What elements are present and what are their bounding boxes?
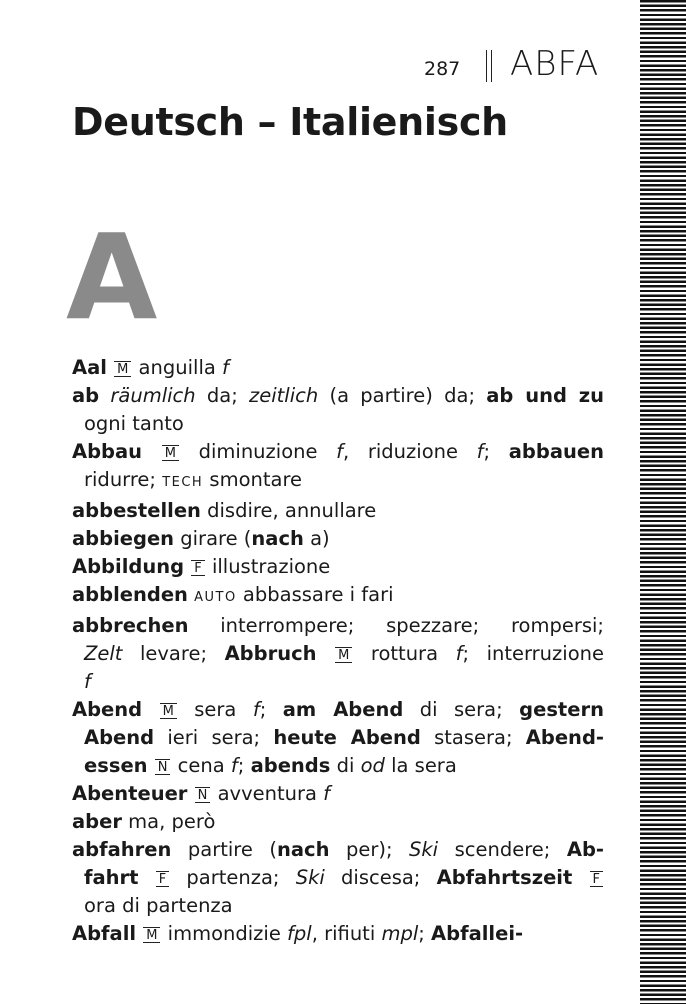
italic-label: f [230, 754, 238, 777]
italic-label: f [336, 440, 344, 463]
translation-text: smontare [203, 468, 303, 491]
translation-text: disdire, annullare [200, 499, 377, 522]
translation-text: , riduzione [343, 440, 477, 463]
headword: am Abend [282, 698, 404, 721]
translation-text: ; interruzione [462, 642, 604, 665]
translation-text [136, 922, 142, 945]
entry-line [72, 581, 604, 612]
headword: ab und zu [486, 384, 605, 407]
headword: essen [84, 754, 148, 777]
page-title: Deutsch – Italienisch [72, 100, 508, 144]
translation-text: per); [329, 838, 410, 861]
entry-line [72, 724, 604, 752]
entry-line [72, 612, 604, 640]
translation-text: anguilla [132, 356, 223, 379]
entry-line [72, 354, 604, 382]
gender-marker: N [155, 759, 171, 775]
headword: Aal [72, 356, 107, 379]
italic-label: f [476, 440, 484, 463]
italic-label: Ski [409, 838, 439, 861]
translation-text: ora di partenza [84, 894, 233, 917]
dictionary-entry [72, 836, 604, 920]
italic-label: räumlich [110, 384, 196, 407]
entry-line [72, 466, 604, 497]
entry-line [72, 696, 604, 724]
italic-label: zeitlich [249, 384, 319, 407]
headword: Abfallei- [431, 922, 524, 945]
headword: abfahren [72, 838, 172, 861]
dictionary-entry [72, 438, 604, 497]
dictionary-entry [72, 612, 604, 696]
dictionary-entry [72, 354, 604, 382]
entry-line [72, 836, 604, 864]
dictionary-entry [72, 696, 604, 780]
headword: Abbruch [224, 642, 317, 665]
translation-text: di sera; [403, 698, 520, 721]
domain-label: TECH [162, 475, 204, 490]
italic-label: f [323, 782, 331, 805]
entry-line [72, 920, 604, 948]
italic-label: mpl [381, 922, 419, 945]
translation-text: ieri sera; [154, 726, 274, 749]
thumb-index-stripes [640, 0, 686, 1004]
translation-text: ogni tanto [84, 412, 184, 435]
dictionary-entry [72, 808, 604, 836]
translation-text: cena [171, 754, 231, 777]
italic-label: od [360, 754, 385, 777]
translation-text: partenza; [170, 866, 296, 889]
translation-text: ridurre; [84, 468, 163, 491]
italic-label: fpl [287, 922, 312, 945]
double-bar-divider [486, 50, 492, 82]
translation-text [142, 440, 161, 463]
translation-text: discesa; [324, 866, 437, 889]
dictionary-entry [72, 581, 604, 612]
entry-line [72, 640, 604, 668]
headword: abends [250, 754, 331, 777]
gender-marker: F [156, 871, 169, 887]
gender-marker: M [162, 445, 179, 461]
translation-text [187, 782, 193, 805]
translation-text: interrompere; spezzare; rompersi; [188, 614, 604, 637]
gender-marker: M [114, 361, 131, 377]
dictionary-entry [72, 780, 604, 808]
dictionary-entry [72, 920, 604, 948]
translation-text [107, 356, 113, 379]
headword: Abfall [72, 922, 137, 945]
entry-line [72, 382, 604, 410]
headword: abbrechen [72, 614, 189, 637]
italic-label: Zelt [84, 642, 123, 665]
translation-text: ; [259, 698, 283, 721]
translation-text: rottura [353, 642, 456, 665]
entry-line [72, 668, 604, 696]
headword: heute Abend [273, 726, 421, 749]
translation-text: , rifiuti [311, 922, 382, 945]
translation-text: stasera; [420, 726, 526, 749]
translation-text: immondizie [161, 922, 288, 945]
headword: gestern [519, 698, 604, 721]
entry-line [72, 553, 604, 581]
headword: Abbau [72, 440, 143, 463]
translation-text [184, 555, 190, 578]
headword: Abend- [525, 726, 604, 749]
running-head: ABFA [510, 44, 600, 84]
translation-text: ; [418, 922, 432, 945]
italic-label: Ski [295, 866, 325, 889]
translation-text: illustrazione [205, 555, 331, 578]
translation-text [142, 698, 158, 721]
translation-text: abbassare i fari [236, 583, 394, 606]
domain-label: AUTO [194, 590, 237, 605]
translation-text: sera [177, 698, 253, 721]
headword: Abenteuer [72, 782, 188, 805]
headword: Ab- [566, 838, 605, 861]
translation-text: ; [483, 440, 509, 463]
page-number: 287 [424, 58, 461, 80]
translation-text: girare ( [174, 527, 252, 550]
translation-text: la sera [384, 754, 457, 777]
headword: abbiegen [72, 527, 175, 550]
entry-line [72, 752, 604, 780]
translation-text: ma, però [121, 810, 216, 833]
italic-label: f [455, 642, 463, 665]
gender-marker: F [590, 871, 603, 887]
entry-line [72, 525, 604, 553]
gender-marker: M [143, 927, 160, 943]
gender-marker: F [191, 560, 204, 576]
headword: fahrt [84, 866, 139, 889]
translation-text: di [330, 754, 361, 777]
dictionary-entry [72, 382, 604, 438]
headword: Abend [84, 726, 155, 749]
translation-text [138, 866, 154, 889]
section-letter: A [66, 208, 158, 346]
headword: abblenden [72, 583, 188, 606]
entry-line [72, 410, 604, 438]
headword: aber [72, 810, 122, 833]
headword: Abfahrtszeit [436, 866, 573, 889]
italic-label: f [222, 356, 229, 379]
entry-line [72, 780, 604, 808]
headword: abbestellen [72, 499, 201, 522]
translation-text: diminuzione [179, 440, 337, 463]
translation-text [99, 384, 110, 407]
translation-text: partire ( [171, 838, 277, 861]
translation-text [148, 754, 154, 777]
dictionary-entry [72, 525, 604, 553]
gender-marker: N [195, 787, 211, 803]
dictionary-entry [72, 497, 604, 525]
gender-marker: M [160, 703, 177, 719]
headword: Abbildung [72, 555, 185, 578]
translation-text: a) [303, 527, 330, 550]
italic-label: f [84, 670, 91, 693]
dictionary-entry [72, 553, 604, 581]
translation-text: ; [237, 754, 251, 777]
translation-text: scendere; [438, 838, 567, 861]
entry-line [72, 808, 604, 836]
translation-text: avventura [211, 782, 324, 805]
entry-line [72, 892, 604, 920]
entry-line [72, 864, 604, 892]
headword: Abend [72, 698, 143, 721]
headword: nach [276, 838, 330, 861]
headword: nach [251, 527, 304, 550]
translation-text: levare; [122, 642, 225, 665]
headword: ab [72, 384, 100, 407]
translation-text: (a partire) da; [318, 384, 487, 407]
gender-marker: M [335, 647, 352, 663]
translation-text [317, 642, 335, 665]
translation-text [572, 866, 588, 889]
headword: abbauen [508, 440, 604, 463]
entry-line [72, 497, 604, 525]
entry-line [72, 438, 604, 466]
italic-label: f [252, 698, 260, 721]
translation-text: da; [195, 384, 250, 407]
dictionary-entries [72, 354, 604, 948]
